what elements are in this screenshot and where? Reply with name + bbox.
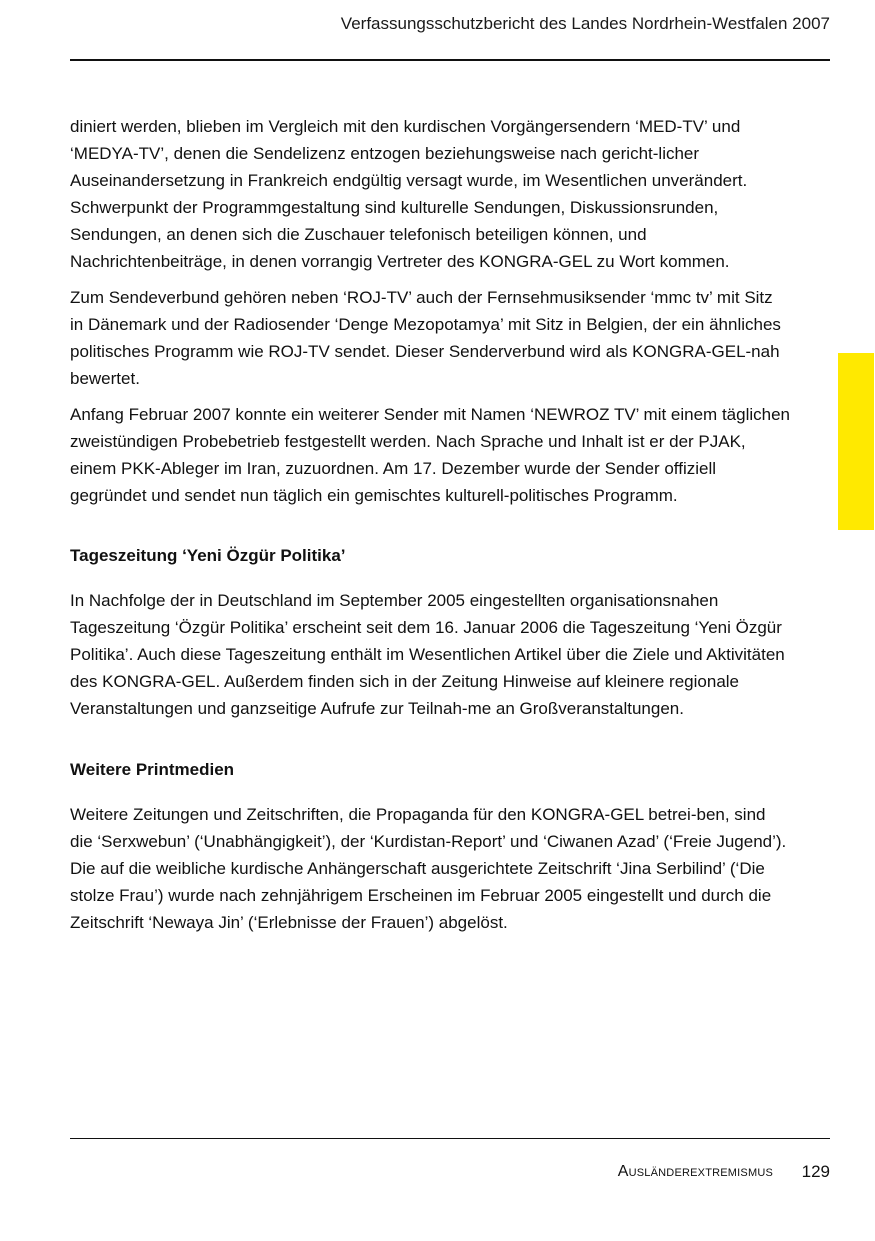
header-rule xyxy=(70,59,830,61)
footer-section-title: Ausländerextremismus xyxy=(617,1163,773,1180)
paragraph-daily-newspaper: In Nachfolge der in Deutschland im September 2005 eingestellten organisationsnahen Tageszeitung ‘Özgür Politika’ erscheint seit dem 16. Januar 2006 die Tageszeitung ‘Yeni Özgür Politika’. Auch diese Tageszeitung enthält im Wesentlichen Artikel über die Ziele und Aktivitäten des KONGRA-GEL. Außerdem finden sich in der Zeitung Hinweise auf kleinere regionale Veranstaltungen und ganzseitige Aufrufe zur Teilnah-me an Großveranstaltungen. xyxy=(70,591,785,718)
chapter-marker-tab xyxy=(838,353,874,530)
page-number: 129 xyxy=(801,1162,830,1181)
paragraph-broadcast-network: Zum Sendeverbund gehören neben ‘ROJ-TV’ auch der Fernsehmusiksender ‘mmc tv’ mit Sitz in Dänemark und der Radiosender ‘Denge Mezopotamya’ mit Sitz in Belgien, der ein ähnliches politisches Programm wie ROJ-TV sendet. Dieser Senderverbund wird als KONGRA-GEL-nah bewertet. xyxy=(70,288,781,388)
paragraph-newroz-tv: Anfang Februar 2007 konnte ein weiterer Sender mit Namen ‘NEWROZ TV’ mit einem täglichen zweistündigen Probebetrieb festgestellt werden. Nach Sprache und Inhalt ist er der PJAK, einem PKK-Ableger im Iran, zuzuordnen. Am 17. Dezember wurde der Sender offiziell gegründet und sendet nun täglich ein gemischtes kulturell-politisches Programm. xyxy=(70,405,790,505)
footer-rule xyxy=(70,1138,830,1139)
paragraph-tv-programming: diniert werden, blieben im Vergleich mit den kurdischen Vorgängersendern ‘MED-TV’ und ‘MEDYA-TV’, denen die Sendelizenz entzogen beziehungsweise nach gericht-licher Auseinandersetzung in Frankreich endgültig versagt wurde, im Wesentlichen unverändert. Schwerpunkt der Programmgestaltung sind kulturelle Sendungen, Diskussionsrunden, Sendungen, an denen sich die Zuschauer telefonisch beteiligen können, und Nachrichtenbeiträge, in denen vorrangig Vertreter des KONGRA-GEL zu Wort kommen. xyxy=(70,117,748,271)
running-header: Verfassungsschutzbericht des Landes Nordrhein-Westfalen 2007 xyxy=(340,14,830,33)
section-heading-yeni-ozgur-politika: Tageszeitung ‘Yeni Özgür Politika’ xyxy=(70,546,346,565)
body-text xyxy=(70,113,790,945)
section-heading-further-print-media: Weitere Printmedien xyxy=(70,760,235,779)
paragraph-print-media: Weitere Zeitungen und Zeitschriften, die Propaganda für den KONGRA-GEL betrei-ben, sind die ‘Serxwebun’ (‘Unabhängigkeit’), der ‘Kurdistan-Report’ und ‘Ciwanen Azad’ (‘Freie Jugend’). Die auf die weibliche kurdische Anhängerschaft ausgerichtete Zeitschrift ‘Jina Serbilind’ (‘Die stolze Frau’) wurde nach zehnjährigem Erscheinen im Februar 2005 eingestellt und durch die Zeitschrift ‘Newaya Jin’ (‘Erlebnisse der Frauen’) abgelöst. xyxy=(70,805,787,932)
